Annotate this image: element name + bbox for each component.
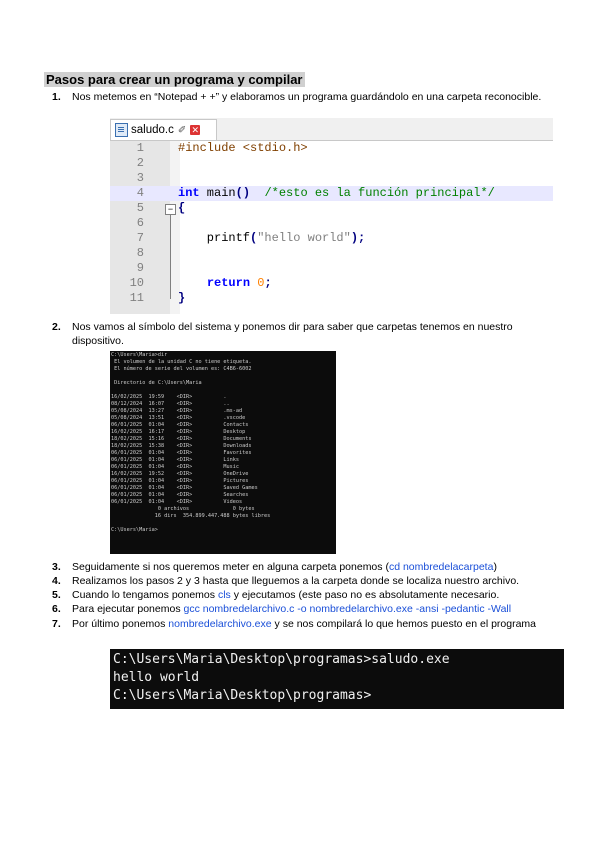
code-line-current <box>110 186 553 201</box>
step-text <box>72 617 552 631</box>
step-number: 7. <box>52 618 61 630</box>
line-number: 1 <box>136 141 144 155</box>
step-text-part: Por último ponemos <box>72 618 169 630</box>
code-line <box>110 231 553 246</box>
command-prompt-dir: C:\Users\Maria>dir El volumen de la unidad C no tiene etiqueta. El número de serie del volumen es: C4B6-6002 Directorio de C:\Users\Maria 16/02/2025 19:59 <DIR> . 08/12/2024 16:07 <DIR> .. 05/08/2024 13:27 <DIR> .ms-ad 05/08/2024 13:51 <DIR> .vscode 06/01/2025 01:04 <DIR> Contacts 16/02/2025 16:17 <DIR> Desktop 18/02/2025 15:16 <DIR> Documents 18/02/2025 15:38 <DIR> Downloads 06/01/2025 01:04 <DIR> Favorites 06/01/2025 01:04 <DIR> Links 06/01/2025 01:04 <DIR> Music 16/02/2025 19:52 <DIR> OneDrive 06/01/2025 01:04 <DIR> Pictures 06/01/2025 01:04 <DIR> Saved Games 06/01/2025 01:04 <DIR> Searches 06/01/2025 01:04 <DIR> Videos 0 archivos 0 bytes 16 dirs 354.899.447.488 bytes libres C:\Users\Maria> <box>110 351 336 554</box>
step-text-part: y se nos compilará lo que hemos puesto en el programa <box>271 618 537 630</box>
code-line <box>110 291 553 306</box>
fold-line <box>170 215 171 299</box>
step-7 <box>52 617 552 631</box>
command-gcc: gcc nombredelarchivo.c -o nombredelarchivo.exe -ansi -pedantic -Wall <box>183 603 512 615</box>
code-line <box>110 141 553 156</box>
line-number: 7 <box>136 231 144 245</box>
line-number: 6 <box>136 216 144 230</box>
line-number: 3 <box>136 171 144 185</box>
line-number: 11 <box>129 291 144 305</box>
code-line <box>110 246 553 261</box>
code-line <box>110 156 553 171</box>
step-text-part: Cuando lo tengamos ponemos <box>72 589 218 601</box>
code-text: return 0; <box>206 276 272 290</box>
code-text: } <box>178 291 186 305</box>
step-text <box>72 588 552 602</box>
step-number: 6. <box>52 603 61 615</box>
pin-icon[interactable]: ✐ <box>177 124 187 136</box>
step-text-part: ) <box>493 561 497 573</box>
command-cls: cls <box>217 589 231 601</box>
step-text: Realizamos los pasos 2 y 3 hasta que lleguemos a la carpeta donde se localiza nuestro archivo. <box>72 575 520 587</box>
command-prompt-output: C:\Users\Maria\Desktop\programas>saludo.exe hello world C:\Users\Maria\Desktop\programas> <box>110 649 564 709</box>
notepad-editor <box>110 118 553 314</box>
page-title: Pasos para crear un programa y compilar <box>46 72 303 87</box>
step-1 <box>52 90 552 104</box>
line-number: 2 <box>136 156 144 170</box>
line-number: 4 <box>136 186 144 200</box>
step-text-part: y ejecutamos (este paso no es absolutamente necesario. <box>230 589 500 601</box>
code-text: int main() /*esto es la función principal*/ <box>178 186 495 200</box>
line-number: 5 <box>136 201 144 215</box>
step-text <box>72 560 552 574</box>
line-number: 8 <box>136 246 144 260</box>
step-text <box>72 602 552 616</box>
step-4 <box>52 574 552 588</box>
editor-tab[interactable] <box>110 119 217 140</box>
file-icon <box>115 123 128 137</box>
editor-tab-bar <box>110 118 553 141</box>
code-text: printf("hello world"); <box>178 231 366 245</box>
code-line <box>110 261 553 276</box>
step-6 <box>52 602 552 616</box>
step-text: Nos metemos en “Notepad + +” y elaboramos un programa guardándolo en una carpeta reconocible. <box>72 91 542 103</box>
command-exe: nombredelarchivo.exe <box>168 618 272 630</box>
step-text-part: Seguidamente si nos queremos meter en alguna carpeta ponemos ( <box>72 561 389 573</box>
step-3 <box>52 560 552 574</box>
editor-body[interactable] <box>110 141 553 314</box>
step-number: 1. <box>52 91 61 103</box>
code-line <box>110 216 553 231</box>
step-number: 3. <box>52 561 61 573</box>
step-text-part: Para ejecutar ponemos <box>72 603 184 615</box>
command-cd: cd nombredelacarpeta <box>388 561 494 573</box>
step-number: 4. <box>52 575 61 587</box>
code-line <box>110 201 553 216</box>
step-number: 5. <box>52 589 61 601</box>
step-number: 2. <box>52 321 61 333</box>
line-number: 9 <box>136 261 144 275</box>
close-icon[interactable]: ✕ <box>191 125 199 135</box>
code-line <box>110 276 553 291</box>
step-2 <box>52 320 552 348</box>
tab-label: saludo.c <box>131 124 174 136</box>
code-line <box>110 171 553 186</box>
fold-toggle-icon[interactable]: − <box>165 204 176 215</box>
line-number: 10 <box>129 276 144 290</box>
step-text: Nos vamos al símbolo del sistema y ponemos dir para saber que carpetas tenemos en nuestro dispositivo. <box>72 321 513 347</box>
code-text: #include <stdio.h> <box>178 141 308 155</box>
code-text: { <box>178 201 186 215</box>
step-5 <box>52 588 552 602</box>
